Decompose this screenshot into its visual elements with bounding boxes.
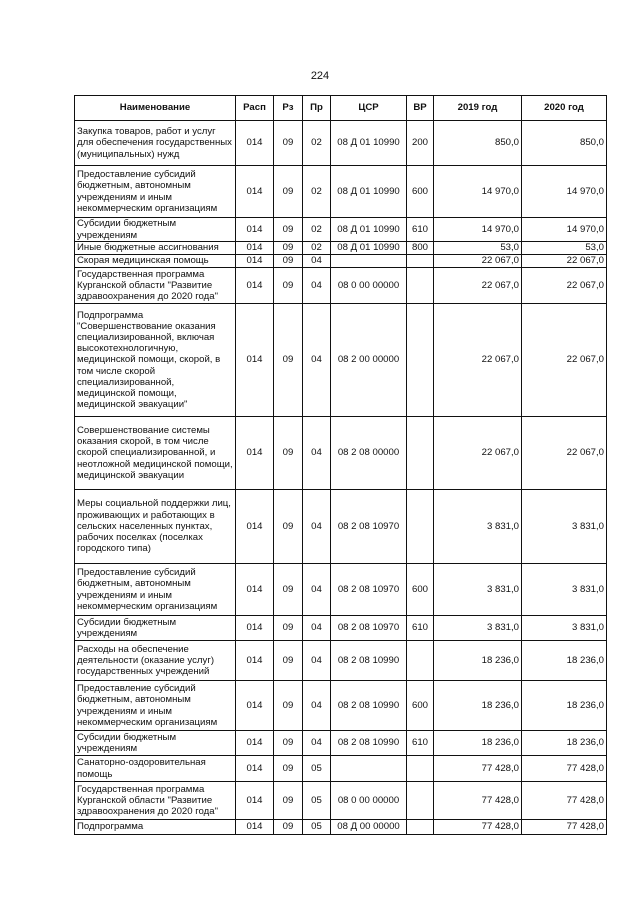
row-rasp: 014: [236, 616, 274, 641]
row-2020: 22 067,0: [522, 417, 607, 490]
table-row: [75, 820, 607, 835]
row-rz: 09: [274, 417, 303, 490]
row-rasp: 014: [236, 681, 274, 731]
table-row: [75, 616, 607, 641]
table-row: [75, 218, 607, 242]
table-row: [75, 681, 607, 731]
row-name: Субсидии бюджетным учреждениям: [75, 731, 236, 756]
row-csr: 08 2 08 10990: [331, 641, 407, 681]
row-csr: 08 Д 01 10990: [331, 121, 407, 166]
row-csr: 08 2 08 10990: [331, 731, 407, 756]
row-vr: 800: [407, 242, 434, 255]
page-number: 224: [310, 70, 330, 82]
row-rasp: 014: [236, 268, 274, 304]
header-pr: Пр: [303, 96, 331, 121]
row-pr: 04: [303, 268, 331, 304]
row-rasp: 014: [236, 242, 274, 255]
row-vr: [407, 490, 434, 564]
row-name: Предоставление субсидий бюджетным, автономным учреждениям и иным некоммерческим организациям: [75, 166, 236, 218]
row-pr: 05: [303, 782, 331, 820]
row-2020: 18 236,0: [522, 731, 607, 756]
row-rz: 09: [274, 242, 303, 255]
row-pr: 02: [303, 166, 331, 218]
row-2020: 22 067,0: [522, 304, 607, 417]
row-pr: 02: [303, 242, 331, 255]
row-2019: 14 970,0: [434, 166, 522, 218]
table-row: [75, 564, 607, 616]
row-pr: 04: [303, 490, 331, 564]
row-rz: 09: [274, 782, 303, 820]
row-rz: 09: [274, 616, 303, 641]
row-pr: 02: [303, 121, 331, 166]
row-csr: 08 Д 00 00000: [331, 820, 407, 835]
row-name: Подпрограмма: [75, 820, 236, 835]
row-rz: 09: [274, 681, 303, 731]
table-row: [75, 268, 607, 304]
row-2019: 22 067,0: [434, 268, 522, 304]
row-2019: 14 970,0: [434, 218, 522, 242]
row-rz: 09: [274, 268, 303, 304]
header-2019: 2019 год: [434, 96, 522, 121]
row-2020: 14 970,0: [522, 166, 607, 218]
table-row: [75, 731, 607, 756]
row-rasp: 014: [236, 490, 274, 564]
header-csr: ЦСР: [331, 96, 407, 121]
row-2019: 18 236,0: [434, 681, 522, 731]
row-name: Субсидии бюджетным учреждениям: [75, 218, 236, 242]
row-name: Предоставление субсидий бюджетным, автономным учреждениям и иным некоммерческим организациям: [75, 564, 236, 616]
row-2020: 77 428,0: [522, 782, 607, 820]
header-name: Наименование: [75, 96, 236, 121]
row-rasp: 014: [236, 166, 274, 218]
row-rz: 09: [274, 255, 303, 268]
table-row: [75, 417, 607, 490]
row-rz: 09: [274, 564, 303, 616]
table-row: [75, 304, 607, 417]
row-vr: [407, 782, 434, 820]
row-name: Государственная программа Курганской области "Развитие здравоохранения до 2020 года": [75, 268, 236, 304]
row-vr: 600: [407, 564, 434, 616]
row-2019: 3 831,0: [434, 490, 522, 564]
row-rz: 09: [274, 218, 303, 242]
row-vr: 600: [407, 681, 434, 731]
row-name: Субсидии бюджетным учреждениям: [75, 616, 236, 641]
row-2020: 3 831,0: [522, 616, 607, 641]
row-2020: 850,0: [522, 121, 607, 166]
row-rz: 09: [274, 756, 303, 782]
row-2020: 22 067,0: [522, 268, 607, 304]
row-name: Скорая медицинская помощь: [75, 255, 236, 268]
table-row: [75, 121, 607, 166]
row-vr: [407, 417, 434, 490]
table-row: [75, 242, 607, 255]
row-name: Санаторно-оздоровительная помощь: [75, 756, 236, 782]
budget-table: [74, 95, 607, 835]
row-pr: 04: [303, 564, 331, 616]
row-vr: 610: [407, 616, 434, 641]
row-2019: 77 428,0: [434, 782, 522, 820]
row-csr: 08 Д 01 10990: [331, 242, 407, 255]
row-rz: 09: [274, 121, 303, 166]
row-2019: 22 067,0: [434, 255, 522, 268]
row-vr: 200: [407, 121, 434, 166]
row-2020: 18 236,0: [522, 681, 607, 731]
row-csr: [331, 255, 407, 268]
row-rz: 09: [274, 304, 303, 417]
row-name: Совершенствование системы оказания скорой, в том числе скорой специализированной, и неотложной медицинской помощи, медицинской эвакуации: [75, 417, 236, 490]
row-pr: 04: [303, 616, 331, 641]
row-rz: 09: [274, 490, 303, 564]
row-rasp: 014: [236, 255, 274, 268]
row-2019: 22 067,0: [434, 417, 522, 490]
row-pr: 04: [303, 417, 331, 490]
row-rasp: 014: [236, 731, 274, 756]
header-row: [75, 96, 607, 121]
header-vr: ВР: [407, 96, 434, 121]
table-row: [75, 255, 607, 268]
row-2019: 18 236,0: [434, 731, 522, 756]
row-2019: 850,0: [434, 121, 522, 166]
row-name: Меры социальной поддержки лиц, проживающих и работающих в сельских населенных пунктах, рабочих поселках (поселках городского типа): [75, 490, 236, 564]
table-row: [75, 756, 607, 782]
row-rasp: 014: [236, 417, 274, 490]
row-vr: 610: [407, 731, 434, 756]
row-rz: 09: [274, 641, 303, 681]
row-2019: 3 831,0: [434, 616, 522, 641]
header-rasp: Расп: [236, 96, 274, 121]
row-csr: 08 2 08 00000: [331, 417, 407, 490]
row-pr: 04: [303, 681, 331, 731]
table-row: [75, 166, 607, 218]
row-name: Иные бюджетные ассигнования: [75, 242, 236, 255]
row-csr: 08 Д 01 10990: [331, 218, 407, 242]
row-name: Подпрограмма "Совершенствование оказания специализированной, включая высокотехнологичную, медицинской помощи, скорой, в том числе скорой специализированной, медицинской помощи, медицинской эвакуации": [75, 304, 236, 417]
row-pr: 04: [303, 641, 331, 681]
row-2020: 14 970,0: [522, 218, 607, 242]
row-rz: 09: [274, 731, 303, 756]
row-pr: 04: [303, 731, 331, 756]
row-rasp: 014: [236, 756, 274, 782]
header-2020: 2020 год: [522, 96, 607, 121]
table-row: [75, 641, 607, 681]
row-rasp: 014: [236, 304, 274, 417]
row-rasp: 014: [236, 641, 274, 681]
row-rz: 09: [274, 166, 303, 218]
row-vr: 610: [407, 218, 434, 242]
row-vr: [407, 268, 434, 304]
row-pr: 05: [303, 820, 331, 835]
row-pr: 04: [303, 255, 331, 268]
row-csr: 08 2 00 00000: [331, 304, 407, 417]
row-2020: 18 236,0: [522, 641, 607, 681]
row-vr: [407, 820, 434, 835]
row-name: Расходы на обеспечение деятельности (оказание услуг) государственных учреждений: [75, 641, 236, 681]
row-name: Предоставление субсидий бюджетным, автономным учреждениям и иным некоммерческим организациям: [75, 681, 236, 731]
row-name: Государственная программа Курганской области "Развитие здравоохранения до 2020 года": [75, 782, 236, 820]
row-vr: [407, 641, 434, 681]
row-pr: 04: [303, 304, 331, 417]
row-csr: 08 2 08 10970: [331, 616, 407, 641]
row-2019: 18 236,0: [434, 641, 522, 681]
row-pr: 05: [303, 756, 331, 782]
row-vr: [407, 304, 434, 417]
row-name: Закупка товаров, работ и услуг для обеспечения государственных (муниципальных) нужд: [75, 121, 236, 166]
row-rasp: 014: [236, 820, 274, 835]
row-csr: 08 2 08 10970: [331, 490, 407, 564]
row-csr: 08 0 00 00000: [331, 268, 407, 304]
row-csr: 08 Д 01 10990: [331, 166, 407, 218]
row-csr: 08 2 08 10990: [331, 681, 407, 731]
row-pr: 02: [303, 218, 331, 242]
row-rasp: 014: [236, 564, 274, 616]
table-row: [75, 782, 607, 820]
row-rasp: 014: [236, 782, 274, 820]
row-vr: [407, 255, 434, 268]
table-body: [75, 121, 607, 835]
row-2019: 22 067,0: [434, 304, 522, 417]
row-2020: 53,0: [522, 242, 607, 255]
row-2020: 22 067,0: [522, 255, 607, 268]
table-row: [75, 490, 607, 564]
row-2019: 77 428,0: [434, 820, 522, 835]
row-csr: 08 0 00 00000: [331, 782, 407, 820]
row-2019: 53,0: [434, 242, 522, 255]
row-vr: 600: [407, 166, 434, 218]
row-rasp: 014: [236, 218, 274, 242]
row-csr: 08 2 08 10970: [331, 564, 407, 616]
row-2020: 3 831,0: [522, 564, 607, 616]
row-rz: 09: [274, 820, 303, 835]
row-2019: 77 428,0: [434, 756, 522, 782]
header-rz: Рз: [274, 96, 303, 121]
row-2020: 77 428,0: [522, 820, 607, 835]
row-rasp: 014: [236, 121, 274, 166]
row-2020: 77 428,0: [522, 756, 607, 782]
row-2019: 3 831,0: [434, 564, 522, 616]
row-2020: 3 831,0: [522, 490, 607, 564]
row-vr: [407, 756, 434, 782]
row-csr: [331, 756, 407, 782]
